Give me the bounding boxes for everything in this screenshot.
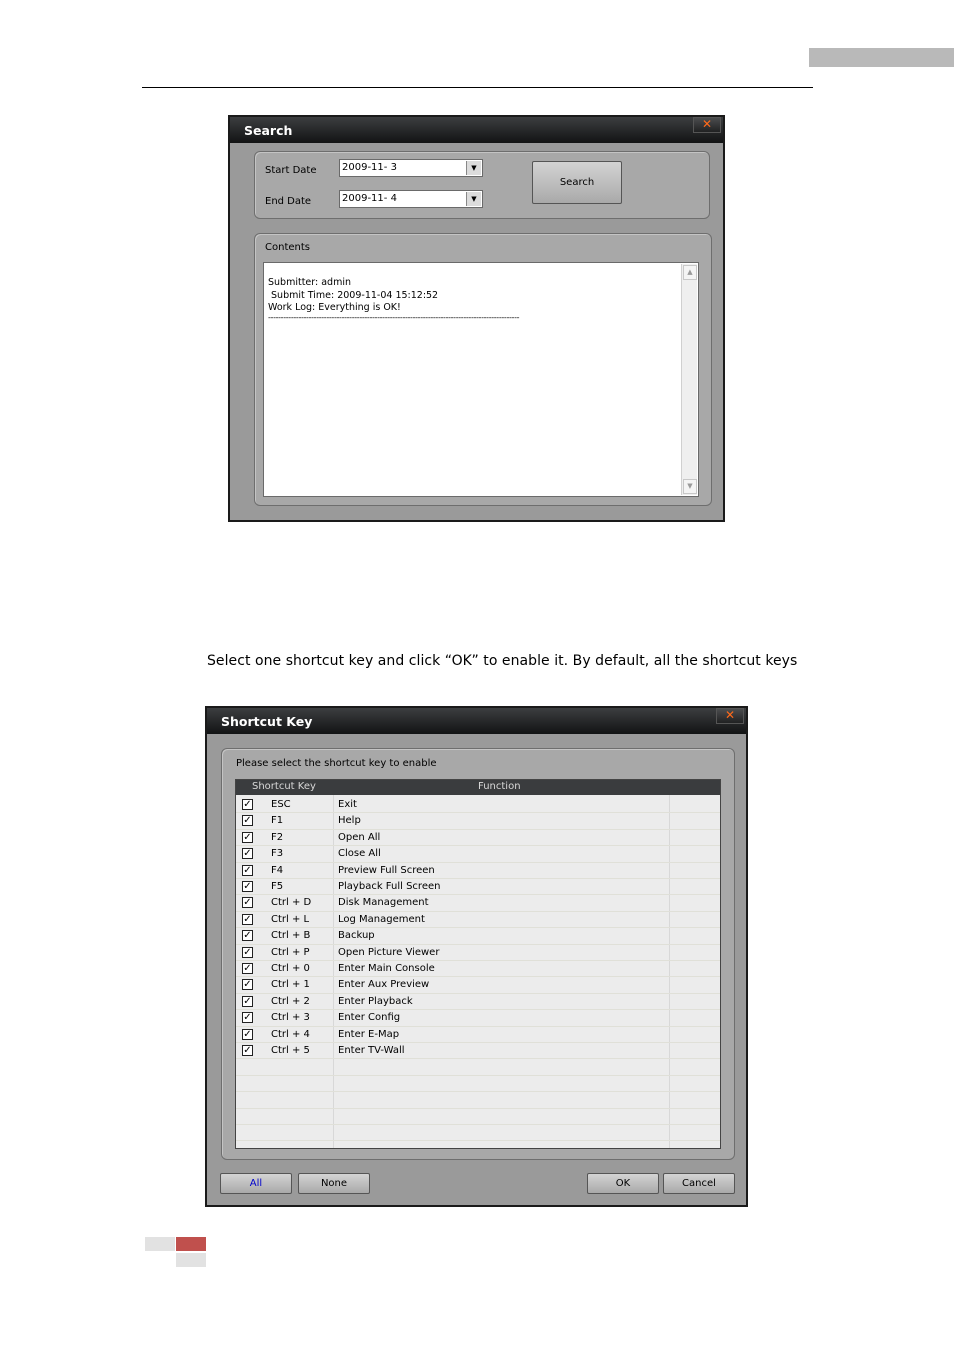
function-cell: Preview Full Screen	[338, 864, 435, 876]
shortcut-key-cell: Ctrl + 3	[271, 1012, 310, 1024]
function-cell: Close All	[338, 848, 381, 860]
checkbox[interactable]: ✓	[243, 995, 252, 1007]
column-header-shortcut-key[interactable]: Shortcut Key	[252, 781, 316, 792]
shortcut-key-cell: Ctrl + L	[271, 913, 310, 925]
checkbox[interactable]: ✓	[243, 815, 252, 827]
start-date-value: 2009-11- 3	[342, 162, 397, 173]
column-header-function[interactable]: Function	[478, 781, 521, 792]
shortcut-key-cell: Ctrl + B	[271, 930, 311, 942]
table-row	[236, 1125, 720, 1141]
header-rule	[142, 87, 813, 88]
log-separator: ---------------------------------------------------------------------------------------------------	[268, 313, 520, 322]
shortcut-key-dialog	[205, 706, 748, 1207]
contents-textarea[interactable]	[263, 262, 699, 497]
checkbox[interactable]: ✓	[243, 881, 252, 892]
end-date-label: End Date	[265, 196, 312, 207]
table-row[interactable]	[236, 846, 720, 862]
checkbox[interactable]: ✓	[243, 930, 252, 942]
header-tab	[809, 48, 954, 67]
shortcut-key-cell: F5	[271, 881, 284, 892]
table-row	[236, 1076, 720, 1092]
shortcut-table[interactable]	[235, 779, 721, 1149]
shortcut-key-cell: F3	[271, 848, 284, 860]
table-row[interactable]	[236, 961, 720, 977]
shortcut-key-cell: Ctrl + 2	[271, 995, 310, 1007]
instruction-text: Please select the shortcut key to enable	[236, 758, 437, 769]
checkbox[interactable]: ✓	[243, 831, 252, 843]
shortcut-key-cell: F2	[271, 831, 284, 843]
log-line: Submitter: admin	[268, 277, 351, 288]
function-cell: Log Management	[338, 913, 425, 925]
shortcut-dialog-titlebar[interactable]	[207, 708, 746, 734]
shortcut-key-cell: Ctrl + D	[271, 897, 312, 909]
table-row[interactable]	[236, 928, 720, 944]
table-header	[236, 780, 720, 795]
checkbox[interactable]: ✓	[243, 848, 252, 860]
function-cell: Backup	[338, 930, 375, 942]
start-date-label: Start Date	[265, 165, 317, 176]
checkbox[interactable]: ✓	[243, 913, 252, 925]
footer-block	[176, 1253, 206, 1267]
chevron-down-icon[interactable]: ▼	[466, 192, 481, 206]
footer-accent-block	[176, 1237, 206, 1251]
vertical-scrollbar[interactable]	[681, 264, 697, 495]
contents-label: Contents	[265, 242, 310, 253]
checkbox[interactable]: ✓	[243, 1045, 252, 1056]
checkbox[interactable]: ✓	[243, 1028, 252, 1040]
function-cell: Enter Playback	[338, 995, 413, 1007]
body-paragraph: Select one shortcut key and click “OK” to enable it. By default, all the shortcut keys	[207, 653, 798, 669]
all-button[interactable]: All	[220, 1173, 292, 1194]
chevron-down-icon[interactable]: ▼	[466, 161, 481, 175]
log-line: Work Log: Everything is OK!	[268, 302, 401, 313]
footer-block	[145, 1237, 175, 1251]
table-row[interactable]	[236, 994, 720, 1010]
table-row[interactable]	[236, 813, 720, 829]
function-cell: Disk Management	[338, 897, 429, 909]
function-cell: Enter Config	[338, 1012, 401, 1024]
log-line: Submit Time: 2009-11-04 15:12:52	[268, 290, 439, 301]
shortcut-key-cell: Ctrl + 4	[271, 1028, 310, 1040]
search-dialog	[228, 115, 725, 522]
shortcut-key-cell: F4	[271, 864, 284, 876]
table-row[interactable]	[236, 1043, 720, 1059]
search-dialog-titlebar[interactable]	[230, 117, 723, 143]
ok-button[interactable]: OK	[587, 1173, 659, 1194]
checkbox[interactable]: ✓	[243, 1012, 252, 1024]
shortcut-group	[221, 748, 735, 1160]
shortcut-dialog-title: Shortcut Key	[221, 714, 313, 729]
search-button[interactable]: Search	[532, 161, 622, 204]
cancel-button[interactable]: Cancel	[663, 1173, 735, 1194]
table-row	[236, 1059, 720, 1075]
table-row[interactable]	[236, 895, 720, 911]
shortcut-key-cell: ESC	[271, 799, 291, 810]
shortcut-key-cell: F1	[271, 815, 284, 827]
shortcut-key-cell: Ctrl + 5	[271, 1045, 310, 1056]
end-date-value: 2009-11- 4	[342, 193, 397, 204]
shortcut-key-cell: Ctrl + 1	[271, 979, 310, 991]
date-range-group	[254, 151, 710, 219]
scroll-up-icon[interactable]: ▲	[683, 265, 697, 280]
shortcut-key-cell: Ctrl + P	[271, 946, 310, 958]
table-row[interactable]	[236, 945, 720, 961]
table-row[interactable]	[236, 879, 720, 895]
function-cell: Playback Full Screen	[338, 881, 441, 892]
checkbox[interactable]: ✓	[243, 979, 252, 991]
table-row	[236, 1109, 720, 1125]
none-button[interactable]: None	[298, 1173, 370, 1194]
contents-group	[254, 233, 712, 506]
checkbox[interactable]: ✓	[243, 864, 252, 876]
checkbox[interactable]: ✓	[243, 963, 252, 974]
table-row[interactable]	[236, 1010, 720, 1026]
checkbox[interactable]: ✓	[243, 897, 252, 909]
table-row[interactable]	[236, 863, 720, 879]
function-cell: Open Picture Viewer	[338, 946, 440, 958]
scroll-down-icon[interactable]: ▼	[683, 479, 697, 494]
search-dialog-title: Search	[244, 123, 293, 138]
table-row[interactable]	[236, 797, 720, 813]
function-cell: Exit	[338, 799, 357, 810]
function-cell: Open All	[338, 831, 381, 843]
table-row[interactable]	[236, 1027, 720, 1043]
table-row	[236, 1092, 720, 1108]
start-date-combo[interactable]	[339, 159, 483, 177]
function-cell: Enter E-Map	[338, 1028, 400, 1040]
shortcut-key-cell: Ctrl + 0	[271, 963, 310, 974]
function-cell: Enter TV-Wall	[338, 1045, 405, 1056]
close-icon[interactable]: ✕	[716, 708, 744, 724]
end-date-combo[interactable]	[339, 190, 483, 208]
checkbox[interactable]: ✓	[243, 946, 252, 958]
function-cell: Enter Aux Preview	[338, 979, 430, 991]
table-row[interactable]	[236, 977, 720, 993]
table-row[interactable]	[236, 830, 720, 846]
function-cell: Enter Main Console	[338, 963, 435, 974]
checkbox[interactable]: ✓	[243, 799, 252, 810]
table-row[interactable]	[236, 912, 720, 928]
close-icon[interactable]: ✕	[693, 117, 721, 133]
function-cell: Help	[338, 815, 361, 827]
